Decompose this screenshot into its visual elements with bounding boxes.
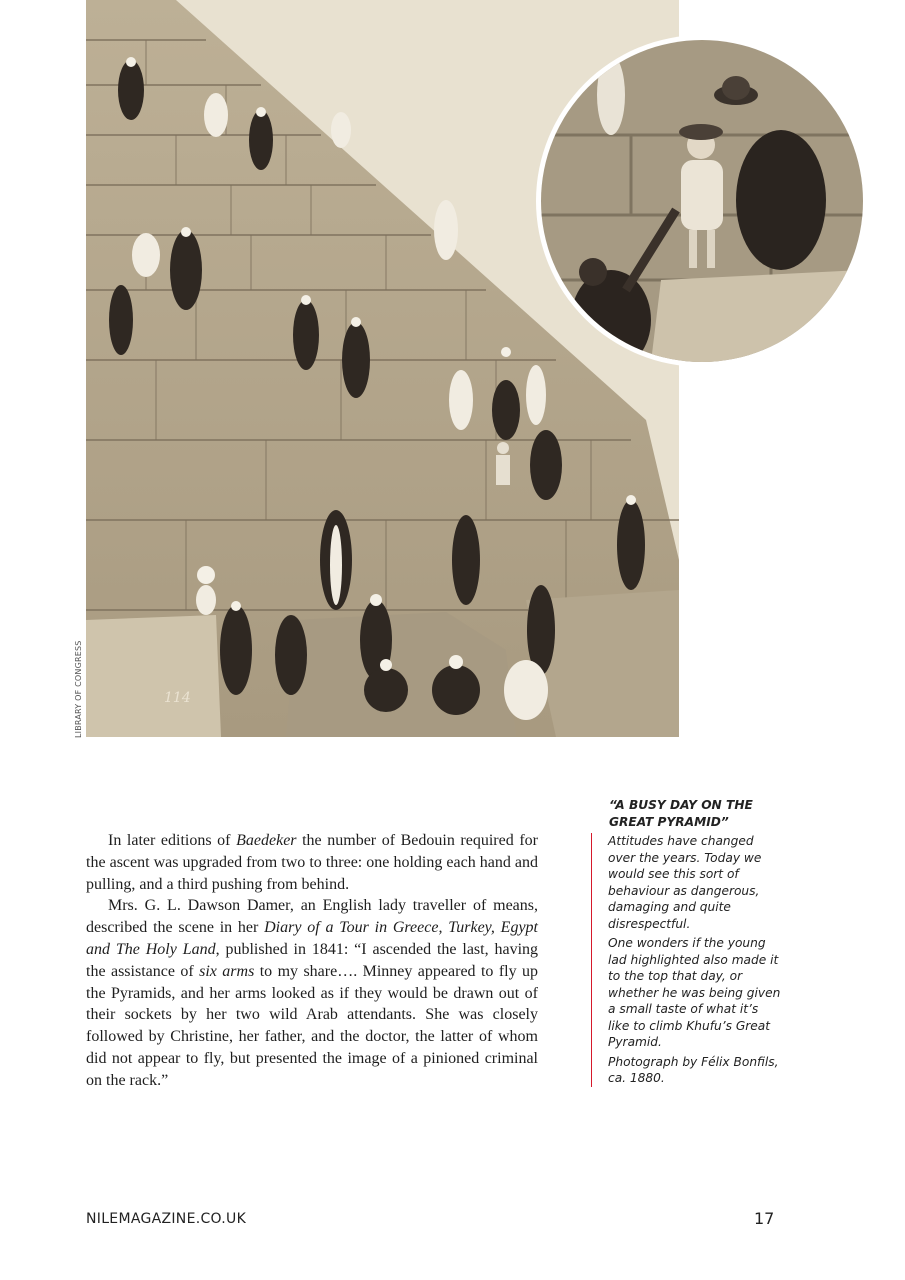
caption-paragraph-1: Attitudes have changed over the years. Today we would see this sort of behaviour as dangerous, damaging and quite disrespectful. xyxy=(608,834,762,931)
article-paragraph-2: Mrs. G. L. Dawson Damer, an English lady traveller of means, described the scene in her Diary of a Tour in Greece, Turkey, Egypt and The Holy Land, published in 1841: “I ascended the last, having the assistance of six arms to my share…. Minney appeared to fly up the Pyramids, and her arms looked as if they would be drawn out of their sockets by her two wild Arab attendants. She was closely followed by Christine, her father, and the doctor, the latter of whom did not appear to fly, but presented the image of a pinioned criminal on the rack.” xyxy=(86,897,539,1089)
article-paragraph-1: In later editions of Baedeker the number of Bedouin required for the ascent was upgraded from two to three: one holding each hand and pulling, and a third pushing from behind. xyxy=(86,832,538,893)
plate-number: 114 xyxy=(164,690,191,706)
photo-caption xyxy=(591,797,781,1090)
inset-detail-drawing xyxy=(541,40,863,362)
italic-title: Baedeker xyxy=(236,832,297,849)
caption-paragraph-2: One wonders if the young lad highlighted also made it to the top that day, or whether he was being given a small taste of what it’s like to climb Khufu’s Great Pyramid. xyxy=(608,936,781,1049)
page-number: 17 xyxy=(754,1209,775,1228)
article-body xyxy=(86,830,538,1092)
italic-title: Diary of a Tour in Greece, Turkey, Egypt and The Holy Land xyxy=(86,919,538,958)
caption-paragraph-3: Photograph by Félix Bonfils, ca. 1880. xyxy=(608,1054,779,1085)
photo-credit: LIBRARY OF CONGRESS xyxy=(74,640,83,738)
footer-website: NILEMAGAZINE.CO.UK xyxy=(86,1211,247,1227)
inset-detail-photo xyxy=(541,40,863,362)
italic-title: six arms xyxy=(199,962,255,980)
caption-title: “A BUSY DAY ON THE GREAT PYRAMID” xyxy=(609,798,753,829)
caption-body xyxy=(591,833,781,1087)
